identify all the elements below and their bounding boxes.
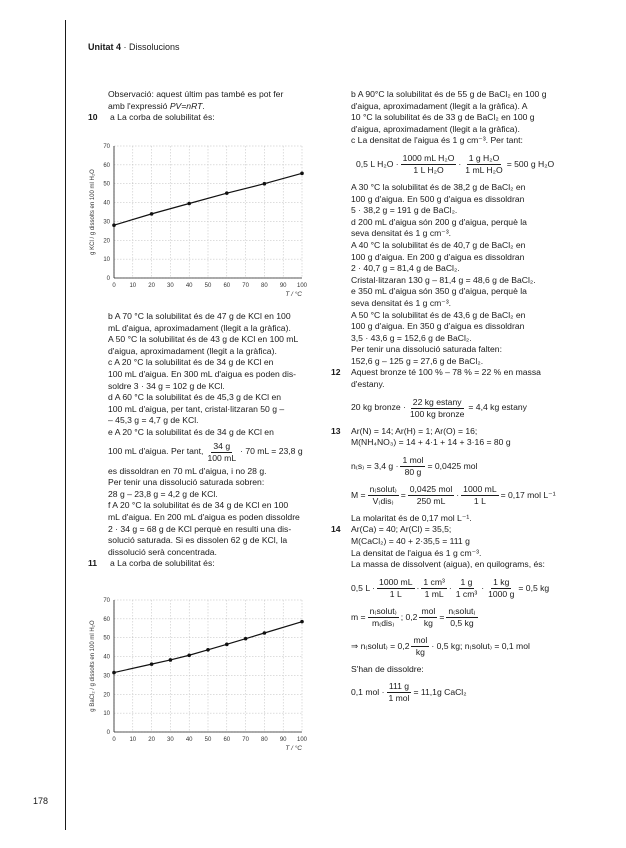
q10-e-equation: 100 mL d'aigua. Per tant, $\frac{34 g}{100 mL}$ · 70 mL = 23,8 g <box>108 440 303 463</box>
q10-e-line-4: Per tenir una dissolució saturada sobren: <box>108 477 265 488</box>
molarity-result: La molaritat és de 0,17 mol L⁻¹. <box>351 512 472 523</box>
y-tick-label: 30 <box>103 219 110 226</box>
x-tick-label: 10 <box>129 737 137 743</box>
equation-molality: m = $\frac{\text{n₍solut₎}}{\text{m₍dis₎}}$ ; 0,2 $\frac{\text{mol}}{kg}$ = $\frac{\text{n₍solut₎}}{0,5 kg}$ <box>351 605 476 628</box>
y-tick-label: 50 <box>103 181 110 188</box>
data-point <box>300 172 304 176</box>
q11-e-line-7: 152,6 g – 125 g = 27,6 g de BaCl₂. <box>351 355 484 366</box>
x-tick-label: 100 <box>296 737 308 743</box>
q11-e-line-2: seva densitat és 1 g cm⁻³. <box>351 297 452 308</box>
y-tick-label: 0 <box>106 276 110 282</box>
q11-d-line-4: 100 g d'aigua. En 200 g d'aigua es dissoldran <box>351 251 525 262</box>
q14-line-3: La densitat de l'aigua és 1 g cm⁻³. <box>351 547 482 558</box>
q11-e-line-6: Per tenir una dissolució saturada falten: <box>351 344 502 355</box>
x-axis-label: T / °C <box>285 291 302 298</box>
data-point <box>244 637 248 641</box>
equation-moles-solute: n₍s₎ = 3,4 g · $\frac{\text{1 mol}}{80 g}$ = 0,0425 mol <box>351 454 478 477</box>
q11-d-line-5: 2 · 40,7 g = 81,4 g de BaCl₂. <box>351 263 460 274</box>
q11-d-line-2: seva densitat és 1 g cm⁻³. <box>351 228 452 239</box>
q11-e-line-3: A 50 °C la solubilitat és de 43,6 g de BaCl₂ en <box>351 309 526 320</box>
obs-line-1: Observació: aquest últim pas també es pot fer <box>108 89 284 99</box>
unit-label: Unitat 4 <box>88 42 122 52</box>
q11-e-line-5: 3,5 · 43,6 g = 152,6 g de BaCl₂. <box>351 332 472 343</box>
x-tick-label: 90 <box>279 737 287 743</box>
data-point <box>112 223 116 227</box>
q10-b-line-1: b A 70 °C la solubilitat és de 47 g de KCl en 100 <box>108 311 291 321</box>
q11-b-line-1: b A 90°C la solubilitat és de 55 g de BaCl₂ en 100 g <box>351 89 547 99</box>
x-tick-label: 60 <box>223 737 231 743</box>
y-tick-label: 60 <box>103 162 110 169</box>
kcl-solubility-chart <box>86 138 316 308</box>
x-tick-label: 10 <box>129 283 137 289</box>
data-point <box>225 191 229 195</box>
q10-b-line-3: A 50 °C la solubilitat és de 43 g de KCl en 100 mL <box>108 334 299 345</box>
y-tick-label: 30 <box>103 673 110 680</box>
q10-d-line-1: d A 60 °C la solubilitat és de 45,3 g de KCl en <box>108 392 282 403</box>
equation-solvent-mass: 0,5 L · $\frac{1000 mL}{1 L}$ · $\frac{\text{1 cm³}}{1 mL}$ · $\frac{1 g}{\text{1 cm³}}$ · $\frac{1 kg}{1000 g}$ = 0,5 kg <box>351 576 550 599</box>
data-point <box>187 202 191 206</box>
q11-e-line-4: 100 g d'aigua. En 350 g d'aigua es dissoldran <box>351 321 525 332</box>
q10-c-line-2: 100 mL d'aigua. En 300 mL d'aigua es poden dis- <box>108 368 297 379</box>
q12-line-1: 12 Aquest bronze té 100 % – 78 % = 22 % en massa <box>331 367 541 378</box>
bacl2-solubility-chart <box>86 592 316 762</box>
x-tick-label: 20 <box>148 283 155 289</box>
equation-molarity: M = $\frac{\text{n₍solut₎}}{\text{V₍dis₎}}$ = $\frac{\text{0,0425 mol}}{250 mL}$ · $\frac{1000 mL}{1 L}$ = 0,17 mol L⁻¹ <box>351 483 556 506</box>
x-tick-label: 100 <box>296 283 308 289</box>
q11-b-line-2: d'aigua, aproximadament (llegit a la gràfica). A <box>351 100 528 111</box>
x-tick-label: 80 <box>261 283 268 289</box>
data-point <box>225 643 229 647</box>
q11-d-line-1: d 200 mL d'aigua són 200 g d'aigua, perquè la <box>351 216 527 227</box>
solubility-curve <box>114 622 302 673</box>
y-tick-label: 50 <box>103 635 110 642</box>
q10-e-line-3: es dissoldran en 70 mL d'aigua, i no 28 g. <box>108 465 267 476</box>
x-tick-label: 50 <box>204 737 212 743</box>
q10-f-line-4: solució saturada. Si es dissolen 62 g de KCl, la <box>108 535 288 546</box>
equation-cacl2-mass: 0,1 mol · $\frac{111 g}{\text{1 mol}}$ = 11,1g CaCl₂ <box>351 681 467 704</box>
q10-f-line-5: dissolució serà concentrada. <box>108 546 217 557</box>
y-tick-label: 10 <box>103 257 110 264</box>
x-tick-label: 40 <box>185 283 193 289</box>
y-axis-label: g BaCl₂ / g dissolts en 100 ml H₂O <box>90 620 96 712</box>
p30-line-3: 5 · 38,2 g = 191 g de BaCl₂. <box>351 205 458 216</box>
running-header <box>88 42 180 54</box>
solubility-curve <box>114 173 302 225</box>
obs-line-2: amb l'expressió PV=nRT. <box>108 100 205 111</box>
data-point <box>206 648 210 652</box>
q12-line-2: d'estany. <box>351 379 385 390</box>
y-tick-label: 40 <box>103 200 110 207</box>
dissolve-label: S'han de dissoldre: <box>351 663 424 674</box>
y-tick-label: 20 <box>103 692 110 699</box>
y-tick-label: 40 <box>103 654 110 661</box>
x-tick-label: 60 <box>223 283 231 289</box>
q11-b-line-3: 10 °C la solubilitat és de 33 g de BaCl₂ en 100 g <box>351 112 535 123</box>
header-title: Dissolucions <box>129 42 180 52</box>
right-column <box>331 89 561 710</box>
data-point <box>150 662 154 666</box>
q10-e-line-1: e A 20 °C la solubilitat és de 34 g de KCl en <box>108 426 274 437</box>
x-tick-label: 70 <box>242 737 249 743</box>
x-tick-label: 50 <box>204 283 212 289</box>
p30-line-1: A 30 °C la solubilitat és de 38,2 g de BaCl₂ en <box>351 181 526 192</box>
q10-d-line-3: – 45,3 g = 4,7 g de KCl. <box>108 415 199 426</box>
q10-e-line-5: 28 g – 23,8 g = 4,2 g de KCl. <box>108 488 218 499</box>
q11-d-line-3: A 40 °C la solubilitat és de 40,7 g de BaCl₂ en <box>351 239 526 250</box>
y-tick-label: 60 <box>103 616 110 623</box>
x-tick-label: 30 <box>167 737 174 743</box>
x-tick-label: 30 <box>167 283 174 289</box>
q10-b-line-2: mL d'aigua, aproximadament (llegit a la gràfica). <box>108 322 291 333</box>
left-column <box>88 89 313 124</box>
x-axis-label: T / °C <box>285 745 302 752</box>
q11-d-line-6: Cristal·litzaran 130 g – 81,4 g = 48,6 g de BaCl₂. <box>351 274 536 285</box>
q14-line-4: La massa de dissolvent (aigua), en quilograms, és: <box>351 559 545 570</box>
q11-a: 11 a La corba de solubilitat és: <box>88 558 215 569</box>
q11-c-line-1: c La densitat de l'aigua és 1 g cm⁻³. Per tant: <box>351 135 523 146</box>
q14-line-2: M(CaCl₂) = 40 + 2·35,5 = 111 g <box>351 536 470 547</box>
x-tick-label: 90 <box>279 283 287 289</box>
q11-b-line-4: d'aigua, aproximadament (llegit a la gràfica). <box>351 123 520 134</box>
q10-d-line-2: 100 mL d'aigua, per tant, cristal·litzaran 50 g – <box>108 403 285 414</box>
page-number: 178 <box>33 796 49 806</box>
data-point <box>169 658 173 662</box>
x-tick-label: 0 <box>112 737 116 743</box>
q10-f-line-2: mL d'aigua. En 200 mL d'aigua es poden dissoldre <box>108 511 300 522</box>
q10-c-line-3: soldre 3 · 34 g = 102 g de KCl. <box>108 380 225 391</box>
data-point <box>150 212 154 216</box>
data-point <box>263 182 267 186</box>
data-point <box>300 620 304 624</box>
q10-f-line-1: f A 20 °C la solubilitat és de 34 g de KCl en 100 <box>108 500 289 511</box>
data-point <box>263 631 267 635</box>
data-point <box>112 671 116 675</box>
margin-rule <box>65 20 66 830</box>
data-point <box>187 653 191 657</box>
q10-f-line-3: 2 · 34 g = 68 g de KCl perquè en resulti una dis- <box>108 523 292 534</box>
q10-c-line-1: c A 20 °C la solubilitat és de 34 g de KCl en <box>108 357 274 368</box>
q13-line-2: M(NH₄NO₃) = 14 + 4·1 + 14 + 3·16 = 80 g <box>351 437 511 448</box>
x-tick-label: 80 <box>261 737 268 743</box>
equation-tin-mass: 20 kg bronze · $\frac{\text{22 kg estany}}{\text{100 kg bronze}}$ = 4,4 kg estany <box>351 396 527 419</box>
x-tick-label: 70 <box>242 283 249 289</box>
equation-moles-calc: ⇒ n₍solut₎ = 0,2 $\frac{\text{mol}}{kg}$ · 0,5 kg; n₍solut₎ = 0,1 mol <box>351 634 530 657</box>
p30-line-2: 100 g d'aigua. En 500 g d'aigua es dissoldran <box>351 193 525 204</box>
q13-line-1: 13 Ar(N) = 14; Ar(H) = 1; Ar(O) = 16; <box>331 425 478 436</box>
q10-a: 10 a La corba de solubilitat és: <box>88 112 215 123</box>
q11-e-line-1: e 350 mL d'aigua són 350 g d'aigua, perquè la <box>351 286 527 297</box>
header-separator: · <box>121 42 130 52</box>
y-tick-label: 0 <box>106 730 110 736</box>
y-tick-label: 70 <box>103 598 110 604</box>
y-axis-label: g KCl / g dissolts en 100 ml H₂O <box>90 169 96 255</box>
q10-b-line-4: d'aigua, aproximadament (llegit a la gràfica). <box>108 345 277 356</box>
equation-water-mass: 0,5 L H₂O · $\frac{\text{1000 mL H₂O}}{\text{1 L H₂O}}$ · $\frac{\text{1 g H₂O}}{\text{1 mL H₂O}}$ = 500 g H₂O <box>356 152 555 175</box>
x-tick-label: 20 <box>148 737 155 743</box>
x-tick-label: 0 <box>112 283 116 289</box>
y-tick-label: 10 <box>103 711 110 718</box>
x-tick-label: 40 <box>185 737 193 743</box>
left-column-answers <box>88 311 313 570</box>
y-tick-label: 20 <box>103 238 110 245</box>
y-tick-label: 70 <box>103 144 110 150</box>
q14-line-1: 14 Ar(Ca) = 40; Ar(Cl) = 35,5; <box>331 524 452 535</box>
